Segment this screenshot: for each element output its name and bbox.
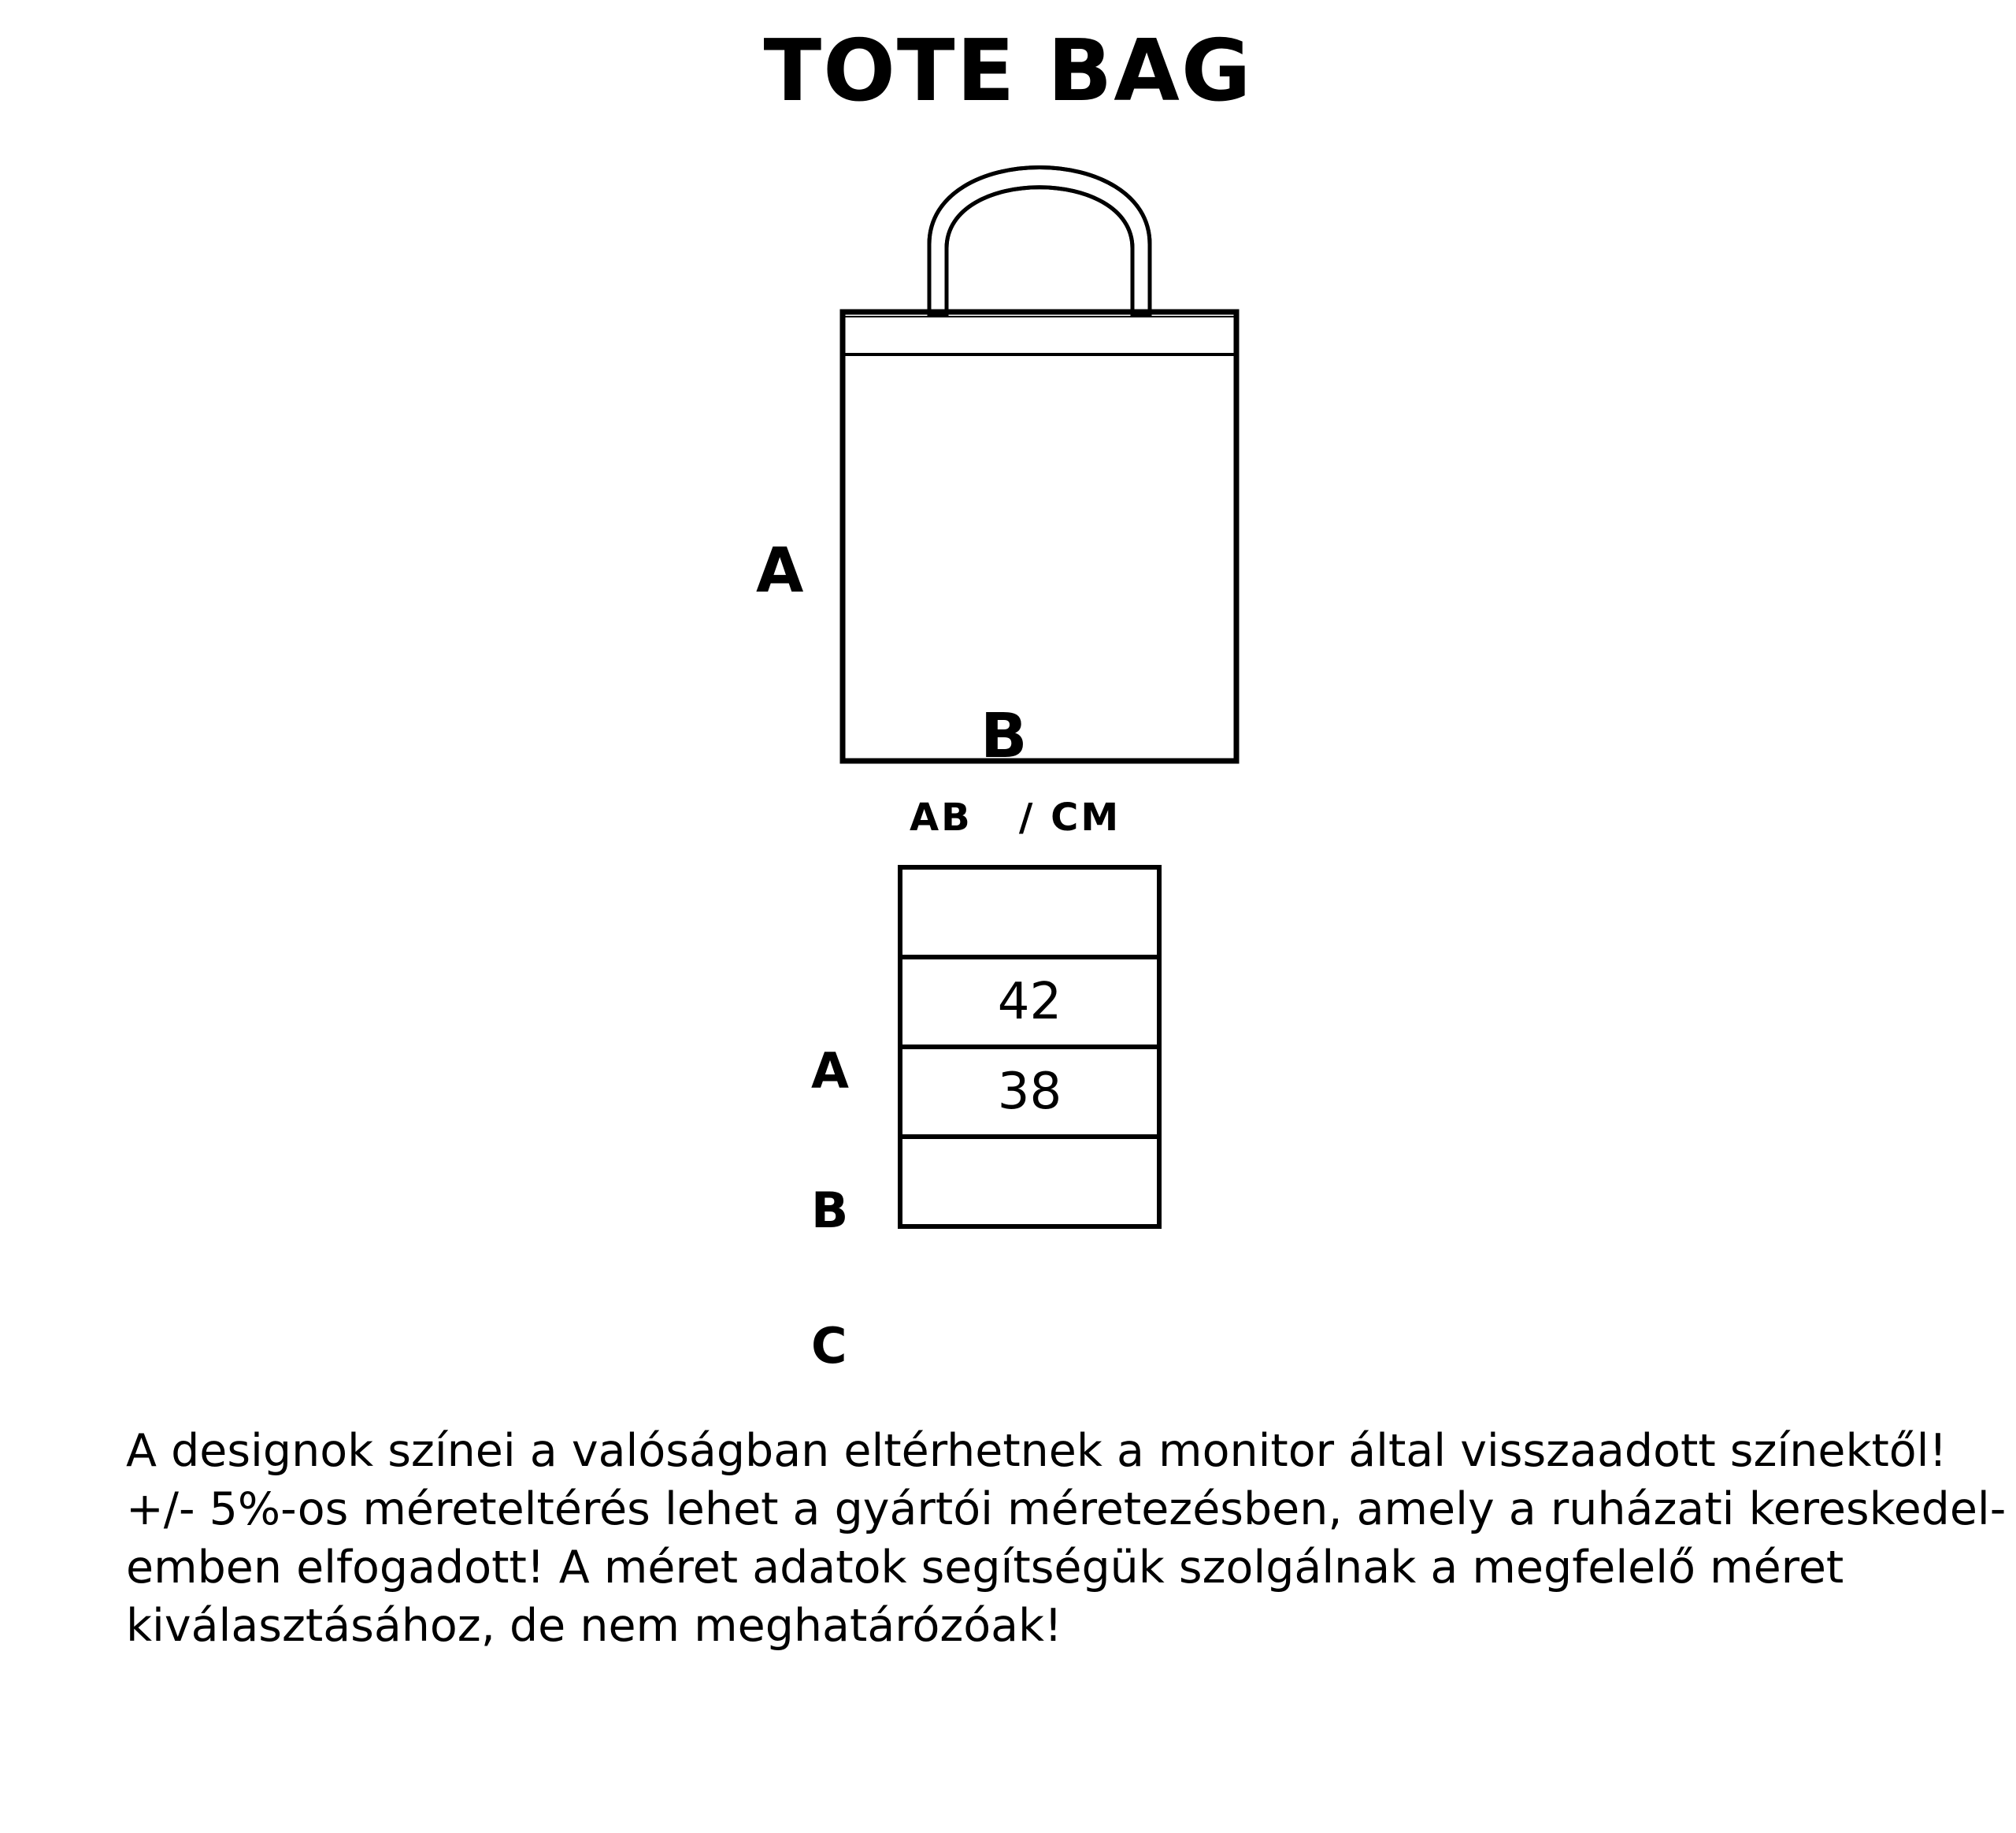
disclaimer-text [126,1422,2007,1655]
size-row-label-c: C [811,1317,847,1375]
table-row [900,867,1159,957]
size-table-heading: AB / CM [910,796,1121,840]
size-value [900,867,1159,957]
table-row [900,957,1159,1047]
bag-width-label: B [980,701,1028,772]
size-value: 42 [900,957,1159,1047]
disclaimer-line-3: emben elfogadott! A méret adatok segítségük szolgálnak a megfelelő méret [126,1542,1844,1594]
table-row [900,1137,1159,1226]
page-title: TOTE BAG [763,22,1253,121]
table-row [900,1047,1159,1137]
size-row-label-b: B [811,1182,849,1239]
bag-height-label: A [756,536,804,607]
disclaimer-line-2: +/- 5%-os méreteltérés lehet a gyártói méretezésben, amely a ruházati kereskedel- [126,1483,2007,1536]
size-value: 38 [900,1047,1159,1137]
size-value [900,1137,1159,1226]
tote-bag-illustration [835,118,1244,772]
size-table [898,865,1162,1229]
disclaimer-line-4: kiválasztásához, de nem meghatárózóak! [126,1600,1062,1653]
disclaimer-line-1: A designok színei a valóságban eltérhetnek a monitor által visszaadott színektől! [126,1425,1947,1477]
size-row-label-a: A [811,1042,849,1100]
